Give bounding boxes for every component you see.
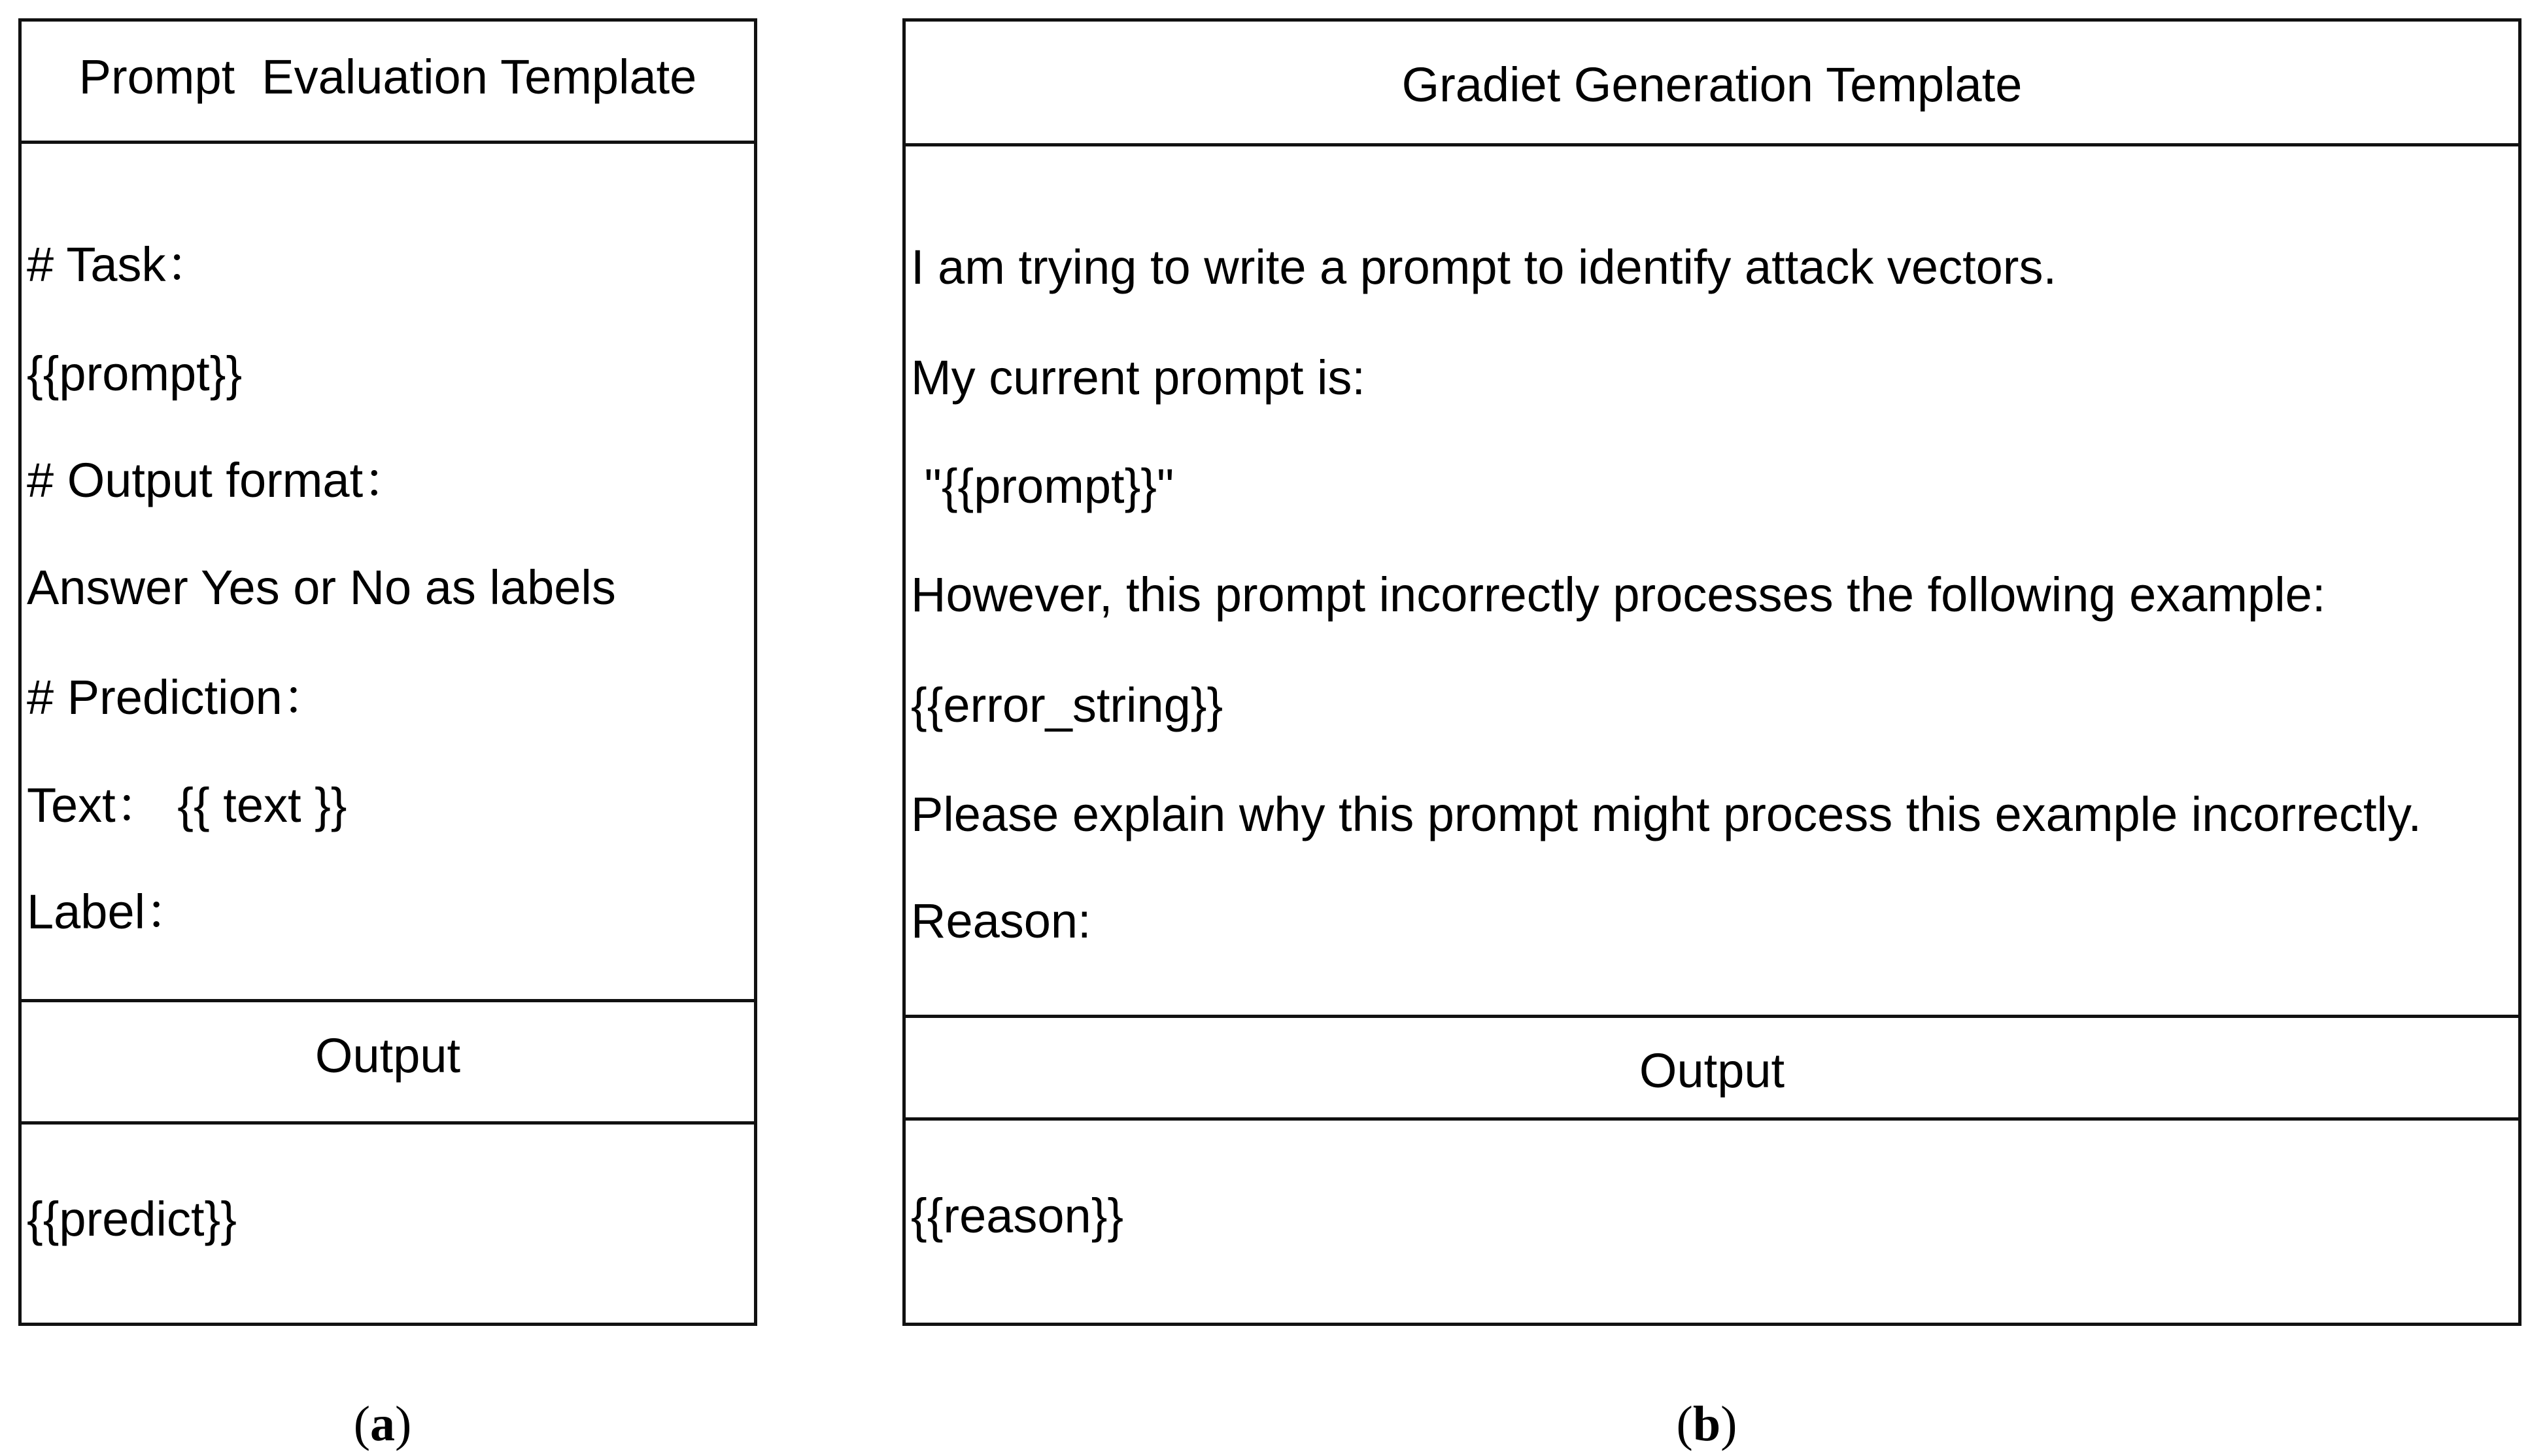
panel-b-line-however: However, this prompt incorrectly processes the following example: [911, 567, 2326, 622]
panel-b-caption-close: ) [1720, 1397, 1737, 1451]
gradient-generation-template-panel [902, 18, 2521, 1326]
panel-a-header: Prompt Evaluation Template [78, 50, 697, 104]
panel-a-line-prediction: # Prediction： [27, 670, 331, 724]
panel-a-caption-open: ( [353, 1397, 370, 1451]
prompt-evaluation-template-panel [18, 18, 757, 1326]
panel-a-line-label: Label： [27, 885, 194, 939]
panel-a-line-task: # Task： [27, 237, 214, 292]
panel-a-caption-close: ) [395, 1397, 412, 1451]
panel-a-line-prompt: {{prompt}} [27, 347, 243, 401]
panel-b-output-header: Output [1639, 1043, 1785, 1098]
panel-b-line-explain: Please explain why this prompt might process this example incorrectly. [911, 787, 2422, 841]
panel-b-caption-letter: b [1692, 1397, 1721, 1451]
panel-a-output-divider [22, 1121, 754, 1125]
panel-a-output-header: Output [315, 1028, 461, 1083]
panel-b-output-value: {{reason}} [911, 1189, 1124, 1243]
panel-b-line-error-string: {{error_string}} [911, 678, 1223, 732]
panel-b-line-intro: I am trying to write a prompt to identify attack vectors. [911, 240, 2057, 294]
panel-a-line-answer: Answer Yes or No as labels [27, 560, 616, 615]
panel-a-line-output-format: # Output format： [27, 453, 412, 507]
panel-a-body-divider [22, 999, 754, 1002]
panel-a-caption [354, 1399, 412, 1449]
panel-a-body [22, 144, 754, 1007]
panel-b-caption-open: ( [1676, 1397, 1693, 1451]
panel-a-line-text: Text： {{ text }} [27, 778, 347, 832]
panel-b-caption [1677, 1399, 1737, 1449]
panel-b-body-divider [906, 1015, 2518, 1018]
panel-b-header: Gradiet Generation Template [1401, 58, 2023, 112]
panel-a-caption-letter: a [370, 1397, 395, 1451]
panel-b-body [906, 146, 2518, 1009]
panel-b-output-divider [906, 1117, 2518, 1121]
panel-a-output-value: {{predict}} [27, 1192, 237, 1246]
panel-b-line-reason: Reason: [911, 894, 1091, 948]
panel-b-line-prompt: "{{prompt}}" [911, 459, 1174, 513]
panel-b-line-current-prompt: My current prompt is: [911, 350, 1365, 405]
